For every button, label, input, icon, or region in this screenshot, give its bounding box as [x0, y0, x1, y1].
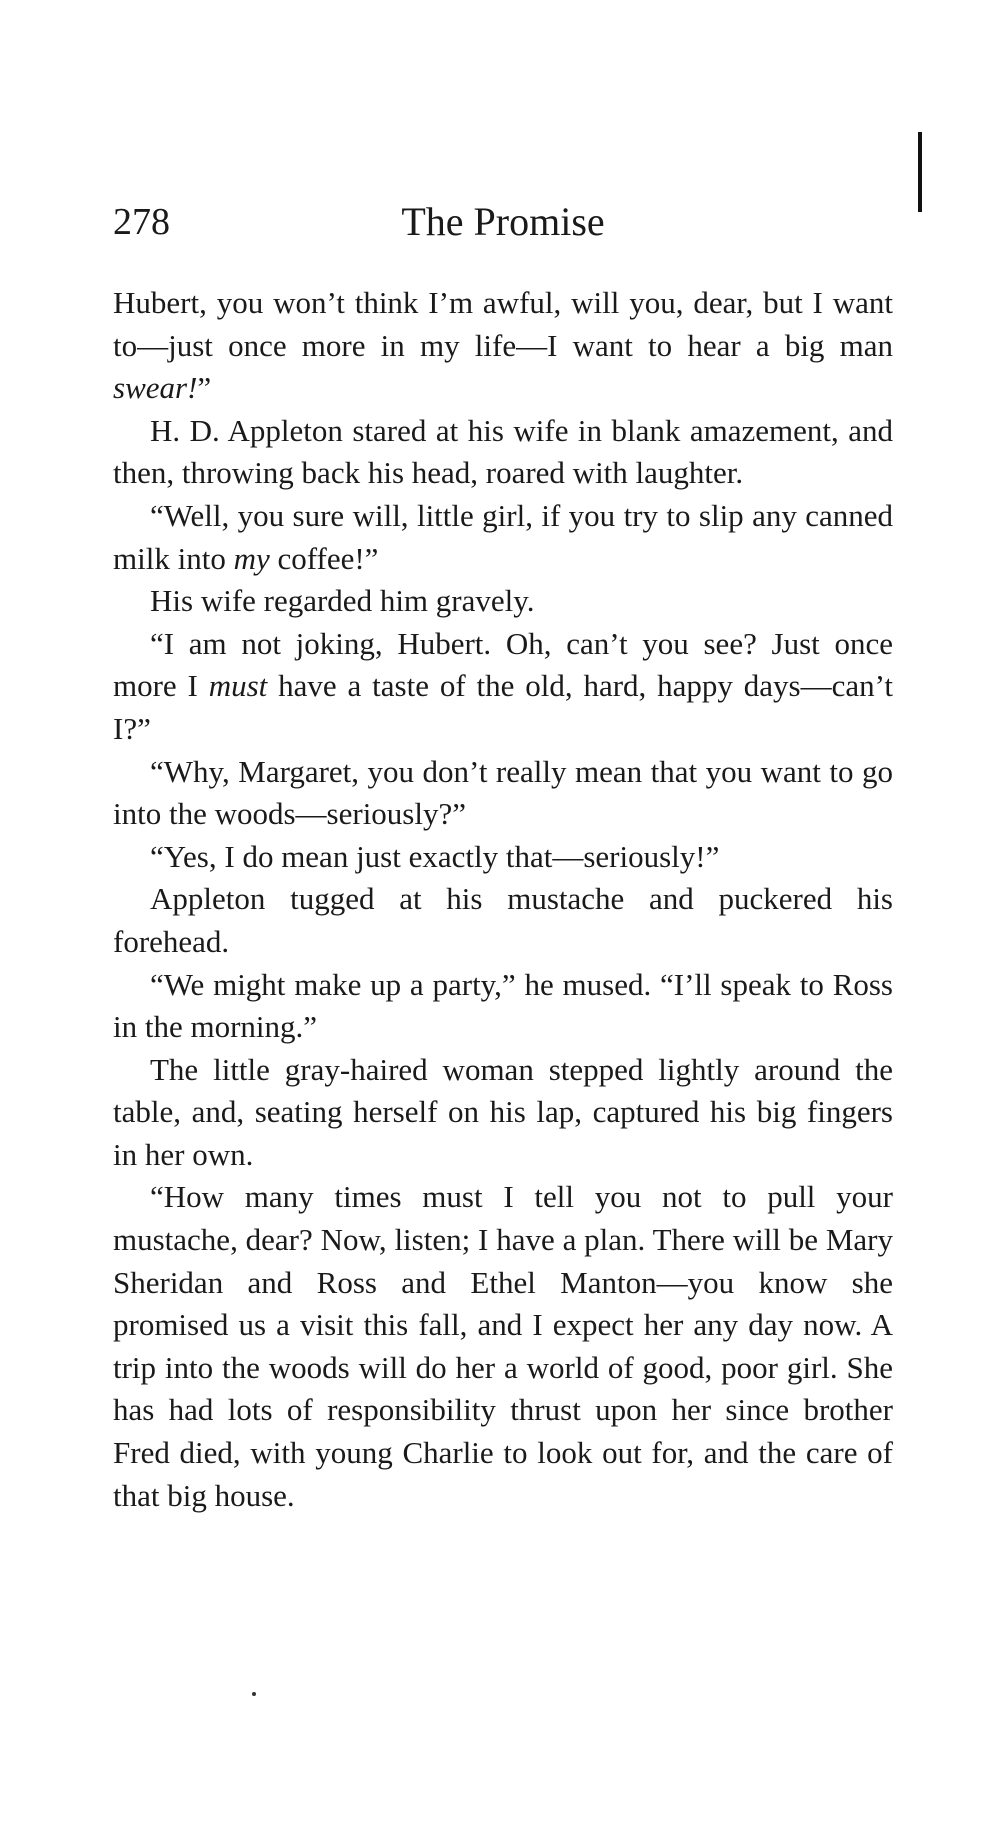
paragraph [113, 282, 893, 410]
text-run: “How many times must I tell you not to pull your mustache, dear? Now, listen; I have a plan. There will be Mary Sheridan and Ross and Ethel Manton—you know she promised us a visit this fall, and I expect her any day now. A trip into the woods will do her a world of good, poor girl. She has had lots of responsibility thrust upon her since brother Fred died, with young Charlie to look out for, and the care of that big house. [113, 1179, 893, 1513]
paragraph [113, 410, 893, 495]
text-run: “Well, you sure will, little girl, if you try to slip any canned milk into [113, 497, 893, 576]
text-run: Hubert, you won’t think I’m awful, will you, dear, but I want to—just once more in my life—I want to hear a big man [113, 285, 893, 363]
italic-text: must [208, 668, 268, 704]
page-number: 278 [113, 201, 170, 243]
paragraph [113, 836, 893, 879]
text-run: His wife regarded him gravely. [150, 583, 535, 619]
paragraph [113, 623, 893, 751]
stray-dot [252, 1692, 256, 1696]
text-run: Appleton tugged at his mustache and puckered his forehead. [113, 881, 893, 959]
paragraph [113, 878, 893, 963]
text-run: “Why, Margaret, you don’t really mean that you want to go into the woods—seriously?” [113, 753, 893, 832]
text-run: “Yes, I do mean just exactly that—seriously!” [150, 838, 720, 874]
paragraph [113, 1049, 893, 1177]
text-run: coffee!” [269, 540, 379, 576]
italic-text: my [233, 540, 270, 576]
page-header [113, 192, 893, 252]
paragraph [113, 964, 893, 1049]
paragraph [113, 495, 893, 580]
paragraph [113, 751, 893, 836]
text-run: have a taste of the old, hard, happy days—can’t I?” [113, 668, 893, 746]
body-text [113, 282, 893, 1517]
text-run: “We might make up a party,” he mused. “I’ll speak to Ross in the morning.” [113, 966, 893, 1045]
paragraph [113, 580, 893, 623]
text-run: “I am not joking, Hubert. Oh, can’t you see? Just once more I [113, 625, 893, 704]
page-edge-mark [918, 132, 922, 212]
running-title: The Promise [401, 199, 605, 244]
paragraph [113, 1176, 893, 1517]
text-run: H. D. Appleton stared at his wife in blank amazement, and then, throwing back his head, roared with laughter. [113, 412, 893, 491]
text-run: ” [197, 370, 212, 406]
italic-text: swear! [113, 370, 198, 406]
text-run: The little gray-haired woman stepped lightly around the table, and, seating herself on his lap, captured his big fingers in her own. [113, 1051, 893, 1172]
